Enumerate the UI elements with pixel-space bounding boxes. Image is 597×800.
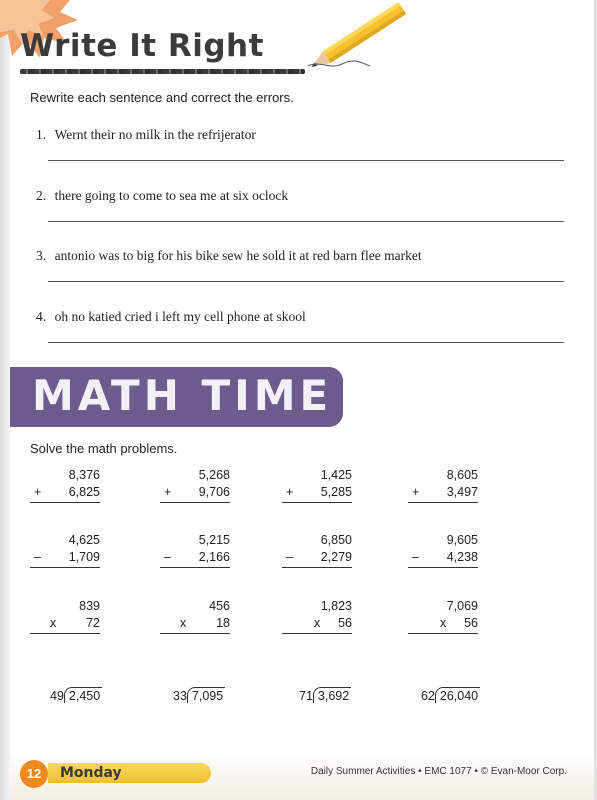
answer-line[interactable] [48,281,564,282]
bottom-row [30,615,100,634]
dividend: 26,040 [435,687,480,703]
answer-line[interactable] [48,221,564,222]
bottom-row [282,615,352,634]
sentence-number: 2. [36,188,47,203]
sentence-item-2 [36,187,566,205]
sentence-text: Wernt their no milk in the refrijerator [54,127,256,142]
divisor: 62 [421,689,435,703]
math-instruction: Solve the math problems. [30,441,178,456]
addition-problem-3 [282,467,352,503]
answer-line[interactable] [48,160,564,161]
bottom-row [160,615,230,634]
addition-problem-4 [408,467,478,503]
addition-problem-2 [160,467,230,503]
sentence-text: there going to come to sea me at six oclock [54,188,289,203]
operator: + [412,485,420,499]
bottom-number: 3,497 [446,485,478,499]
subtraction-problem-4 [408,532,478,568]
bottom-row [282,549,352,568]
sentence-text: oh no katied cried i left my cell phone at skool [54,309,306,324]
bottom-row [30,484,100,503]
division-problem-2 [173,687,225,703]
division-problem-1 [50,687,102,703]
bottom-number: 56 [338,616,352,630]
section-title: Write It Right [20,28,264,64]
dividend: 3,692 [313,687,351,703]
math-time-banner [10,367,343,427]
divisor: 33 [173,689,187,703]
subtraction-problem-3 [282,532,352,568]
page-number-badge: 12 [20,760,48,788]
multiplication-problem-1 [30,598,100,634]
operator: + [286,485,294,499]
bottom-row [30,549,100,568]
sentence-item-3 [36,247,566,265]
bottom-row [160,549,230,568]
answer-line[interactable] [48,342,564,343]
top-number: 1,425 [320,468,352,482]
sentence-item-1 [36,126,566,144]
sentence-number: 1. [36,127,47,142]
bottom-row [282,484,352,503]
top-number: 7,069 [446,599,478,613]
bottom-number: 9,706 [198,485,230,499]
top-number: 4,625 [68,533,100,547]
top-number: 6,850 [320,533,352,547]
subtraction-problem-2 [160,532,230,568]
multiplication-problem-2 [160,598,230,634]
sentence-text: antonio was to big for his bike sew he sold it at red barn flee market [54,248,422,263]
sentence-number: 4. [36,309,47,324]
operator: + [34,485,42,499]
title-underline [20,69,305,74]
bottom-number: 72 [86,616,100,630]
sentence-number: 3. [36,248,47,263]
top-number: 1,823 [320,599,352,613]
bottom-number: 2,279 [320,550,352,564]
operator: + [164,485,172,499]
bottom-row [408,615,478,634]
operator: x [314,616,321,630]
operator: x [440,616,447,630]
top-number: 5,215 [198,533,230,547]
top-number: 839 [79,599,100,613]
bottom-row [408,484,478,503]
page-edge [0,0,10,800]
top-number: 9,605 [446,533,478,547]
bottom-number: 1,709 [68,550,100,564]
operator: x [50,616,57,630]
top-number: 456 [209,599,230,613]
bottom-row [408,549,478,568]
footer-credit: Daily Summer Activities • EMC 1077 • © Evan-Moor Corp. [310,766,567,777]
operator: – [286,550,293,564]
bottom-number: 2,166 [198,550,230,564]
bottom-number: 5,285 [320,485,352,499]
divisor: 49 [50,689,64,703]
multiplication-problem-3 [282,598,352,634]
dividend: 2,450 [64,687,102,703]
operator: – [412,550,419,564]
division-problem-3 [299,687,351,703]
sentence-item-4 [36,308,566,326]
divisor: 71 [299,689,313,703]
bottom-number: 56 [464,616,478,630]
day-label: Monday [60,765,122,781]
top-number: 8,376 [68,468,100,482]
operator: – [34,550,41,564]
operator: – [164,550,171,564]
dividend: 7,095 [187,687,225,703]
operator: x [180,616,187,630]
multiplication-problem-4 [408,598,478,634]
top-number: 8,605 [446,468,478,482]
writing-instruction: Rewrite each sentence and correct the errors. [30,90,294,105]
top-number: 5,268 [198,468,230,482]
pencil-icon [300,0,410,78]
subtraction-problem-1 [30,532,100,568]
addition-problem-1 [30,467,100,503]
bottom-row [160,484,230,503]
math-time-title: MATH TIME [32,371,333,420]
bottom-number: 4,238 [446,550,478,564]
bottom-number: 18 [216,616,230,630]
division-problem-4 [421,687,480,703]
bottom-number: 6,825 [68,485,100,499]
